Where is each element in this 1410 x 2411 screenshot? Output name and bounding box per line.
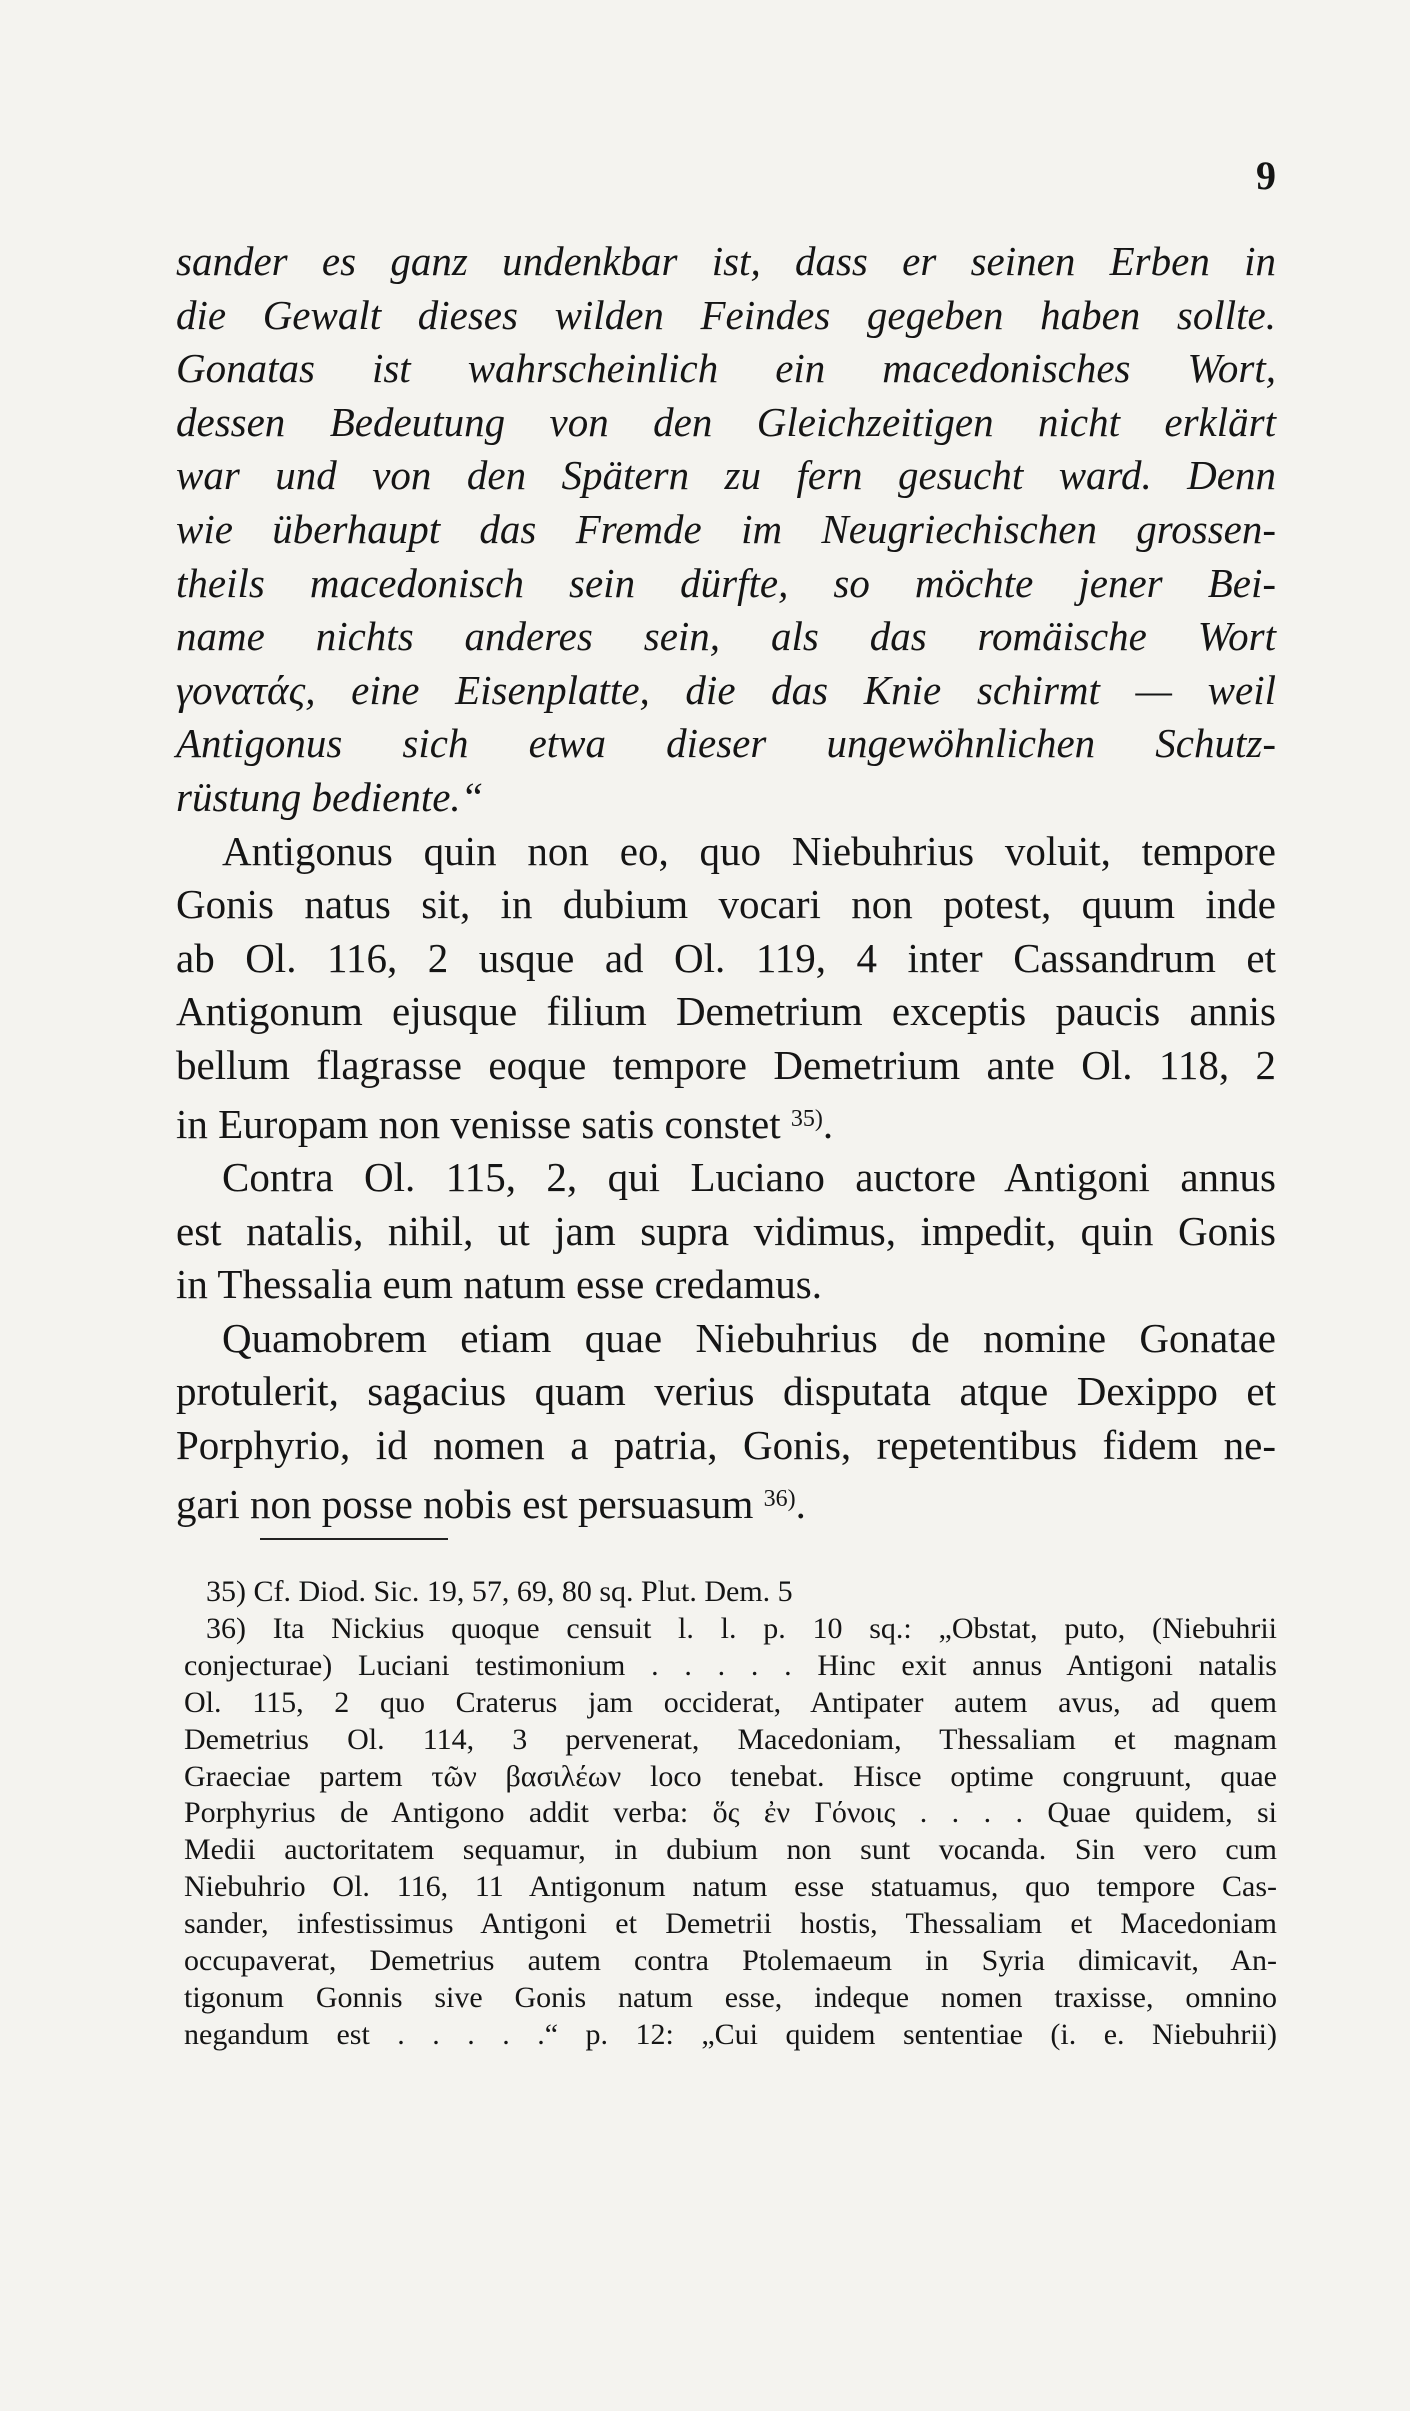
footnote-line: Demetrius Ol. 114, 3 pervenerat, Macedoniam, Thessaliam et magnam — [184, 1722, 1277, 1756]
text-line: name nichts anderes sein, als das romäische Wort — [176, 613, 1276, 660]
period: . — [795, 1480, 806, 1527]
footnote-ref-36[interactable]: 36) — [763, 1485, 796, 1512]
text-line: Gonatas ist wahrscheinlich ein macedonisches Wort, — [176, 345, 1276, 392]
text-line: rüstung bediente.“ — [176, 773, 484, 820]
footnote-line: 35) Cf. Diod. Sic. 19, 57, 69, 80 sq. Plut. Dem. 5 — [206, 1575, 793, 1608]
footnote-line: sander, infestissimus Antigoni et Demetrii hostis, Thessaliam et Macedoniam — [184, 1907, 1277, 1941]
footnote-line: 36) Ita Nickius quoque censuit l. l. p. 10 sq.: „Obstat, puto, (Niebuhrii — [206, 1611, 1277, 1645]
main-text — [176, 235, 1276, 1531]
text-line: Antigonum ejusque filium Demetrium exceptis paucis annis — [176, 988, 1276, 1035]
text-line: Porphyrio, id nomen a patria, Gonis, repetentibus fidem ne- — [176, 1422, 1276, 1469]
page-number: 9 — [1256, 153, 1276, 198]
text-line: in Thessalia eum natum esse credamus. — [176, 1261, 822, 1308]
footnote-line: Porphyrius de Antigono addit verba: ὅς ἐν Γόνοις . . . . Quae quidem, si — [184, 1796, 1277, 1830]
footnote-line: Medii auctoritatem sequamur, in dubium non sunt vocanda. Sin vero cum — [184, 1833, 1277, 1867]
text-line: bellum flagrasse eoque tempore Demetrium ante Ol. 118, 2 — [176, 1041, 1276, 1088]
footnotes — [184, 1574, 1277, 2054]
text-line: sander es ganz undenkbar ist, dass er seinen Erben in — [176, 238, 1276, 284]
text-line: die Gewalt dieses wilden Feindes gegeben haben sollte. — [176, 291, 1276, 338]
text-line: Contra Ol. 115, 2, qui Luciano auctore Antigoni annus — [222, 1154, 1276, 1201]
text-fragment: in Europam non venisse satis constet — [176, 1100, 781, 1147]
text-line: war und von den Spätern zu fern gesucht ward. Denn — [176, 452, 1276, 499]
footnote-line: conjecturae) Luciani testimonium . . . . . Hinc exit annus Antigoni natalis — [184, 1648, 1277, 1682]
text-line: dessen Bedeutung von den Gleichzeitigen nicht erklärt — [176, 398, 1276, 445]
footnote-divider — [260, 1538, 448, 1540]
footnote-line: Niebuhrio Ol. 116, 11 Antigonum natum esse statuamus, quo tempore Cas- — [184, 1870, 1277, 1904]
text-line: protulerit, sagacius quam verius disputata atque Dexippo et — [176, 1368, 1276, 1415]
text-line: Gonis natus sit, in dubium vocari non potest, quum inde — [176, 881, 1276, 928]
text-line: γονατάς, eine Eisenplatte, die das Knie schirmt — weil — [176, 666, 1276, 713]
text-line: Antigonus sich etwa dieser ungewöhnlichen Schutz- — [176, 720, 1276, 767]
text-line: ab Ol. 116, 2 usque ad Ol. 119, 4 inter Cassandrum et — [176, 934, 1276, 981]
footnote-line: Graeciae partem τῶν βασιλέων loco tenebat. Hisce optime congruunt, quae — [184, 1759, 1277, 1793]
footnote-line: negandum est . . . . .“ p. 12: „Cui quidem sententiae (i. e. Niebuhrii) — [184, 2017, 1277, 2051]
footnote-line: Ol. 115, 2 quo Craterus jam occiderat, Antipater autem avus, ad quem — [184, 1685, 1277, 1719]
period: . — [822, 1100, 834, 1147]
footnote-line: occupaverat, Demetrius autem contra Ptolemaeum in Syria dimicavit, An- — [184, 1944, 1277, 1978]
text-line — [176, 1093, 1276, 1152]
text-line: Antigonus quin non eo, quo Niebuhrius voluit, tempore — [222, 827, 1276, 874]
text-line — [176, 1473, 1276, 1532]
text-line: wie überhaupt das Fremde im Neugriechischen grossen- — [176, 505, 1276, 552]
text-line: est natalis, nihil, ut jam supra vidimus, impedit, quin Gonis — [176, 1207, 1276, 1254]
footnote-line: tigonum Gonnis sive Gonis natum esse, indeque nomen traxisse, omnino — [184, 1980, 1277, 2014]
footnote-ref-35[interactable]: 35) — [790, 1105, 823, 1132]
text-line: Quamobrem etiam quae Niebuhrius de nomine Gonatae — [222, 1314, 1276, 1361]
text-fragment: gari non posse nobis est persuasum — [176, 1480, 754, 1527]
text-line: theils macedonisch sein dürfte, so möchte jener Bei- — [176, 559, 1276, 606]
